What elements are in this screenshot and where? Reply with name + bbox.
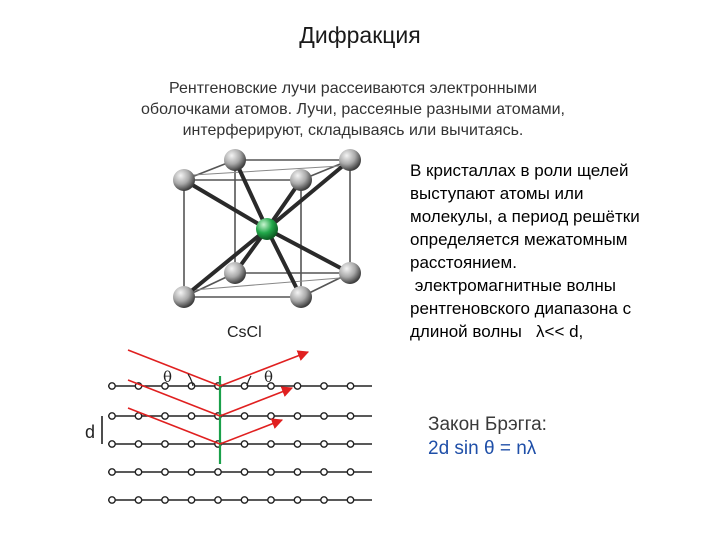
cl-atom (173, 286, 195, 308)
lattice-atom (109, 469, 115, 475)
lattice-atom (321, 413, 327, 419)
lattice-atom (241, 497, 247, 503)
description-line: электромагнитные волны (410, 276, 616, 295)
lattice-atom (162, 497, 168, 503)
x-ray-beams (128, 350, 308, 444)
cl-atom (224, 149, 246, 171)
description-line: расстоянием. (410, 253, 517, 272)
lattice-atom (347, 441, 353, 447)
lattice-atom (162, 469, 168, 475)
intro-line: Рентгеновские лучи рассеиваются электронными (168, 80, 538, 97)
lattice-atom (162, 413, 168, 419)
cs-atom-center (256, 218, 278, 240)
lattice-atom (215, 497, 221, 503)
lattice-atom (321, 383, 327, 389)
lattice-atom (188, 497, 194, 503)
intro-line: оболочками атомов. Лучи, рассеяные разными атомами, (141, 101, 565, 118)
theta-label-reflected: θ (264, 368, 274, 386)
lattice-atom (241, 383, 247, 389)
crystal-description (410, 159, 700, 343)
description-line: молекулы, а период решётки (410, 207, 640, 226)
description-line: определяется межатомным (410, 230, 628, 249)
cl-atom (339, 149, 361, 171)
lattice-atom (188, 469, 194, 475)
bragg-diffraction-diagram (85, 350, 372, 503)
lattice-atom (347, 383, 353, 389)
lattice-atom (321, 441, 327, 447)
bragg-law-formula: 2d sin θ = nλ (428, 438, 537, 459)
bragg-law (428, 413, 547, 461)
lattice-atom (294, 413, 300, 419)
lattice-atom (321, 497, 327, 503)
lattice-atom (109, 413, 115, 419)
description-line: рентгеновского диапазона с (410, 299, 632, 318)
lattice-atom (241, 469, 247, 475)
lattice-atom (347, 497, 353, 503)
lattice-atom (294, 441, 300, 447)
slide-title: Дифракция (299, 22, 421, 48)
cl-atom (290, 286, 312, 308)
theta-label-incident: θ (163, 368, 173, 386)
intro-line: интерферируют, складываясь или вычитаясь. (182, 122, 524, 139)
lattice-atom (294, 469, 300, 475)
lattice-atom (109, 441, 115, 447)
interplanar-distance-label: d (85, 422, 96, 442)
lattice-atom (268, 469, 274, 475)
lattice-atom (268, 413, 274, 419)
lattice-atom (162, 441, 168, 447)
lattice-atom (109, 383, 115, 389)
crystal-caption: CsCl (227, 324, 262, 341)
lattice-atom (321, 469, 327, 475)
cl-atom (290, 169, 312, 191)
lattice-atom (268, 497, 274, 503)
description-line: В кристаллах в роли щелей (410, 161, 629, 180)
lattice-atom (268, 441, 274, 447)
lattice-atom (241, 413, 247, 419)
lattice-atom (215, 469, 221, 475)
cl-atom (224, 262, 246, 284)
lattice-atom (135, 441, 141, 447)
lattice-atom (135, 469, 141, 475)
cl-atom (173, 169, 195, 191)
lattice-atom (241, 441, 247, 447)
lattice-atom (188, 413, 194, 419)
description-line: длиной волны λ<< d, (410, 322, 584, 341)
lattice-atom (188, 441, 194, 447)
lattice-atom (294, 497, 300, 503)
lattice-atom (347, 469, 353, 475)
lattice-atom (109, 497, 115, 503)
lattice-atom (294, 383, 300, 389)
cscl-crystal-diagram (173, 149, 361, 341)
lattice-atom (188, 383, 194, 389)
cl-atom (339, 262, 361, 284)
lattice-atom (347, 413, 353, 419)
lattice-planes (108, 386, 372, 500)
lattice-atoms (109, 383, 354, 503)
description-line: выступают атомы или (410, 184, 584, 203)
lattice-atom (135, 497, 141, 503)
bragg-law-label: Закон Брэгга: (428, 414, 547, 435)
